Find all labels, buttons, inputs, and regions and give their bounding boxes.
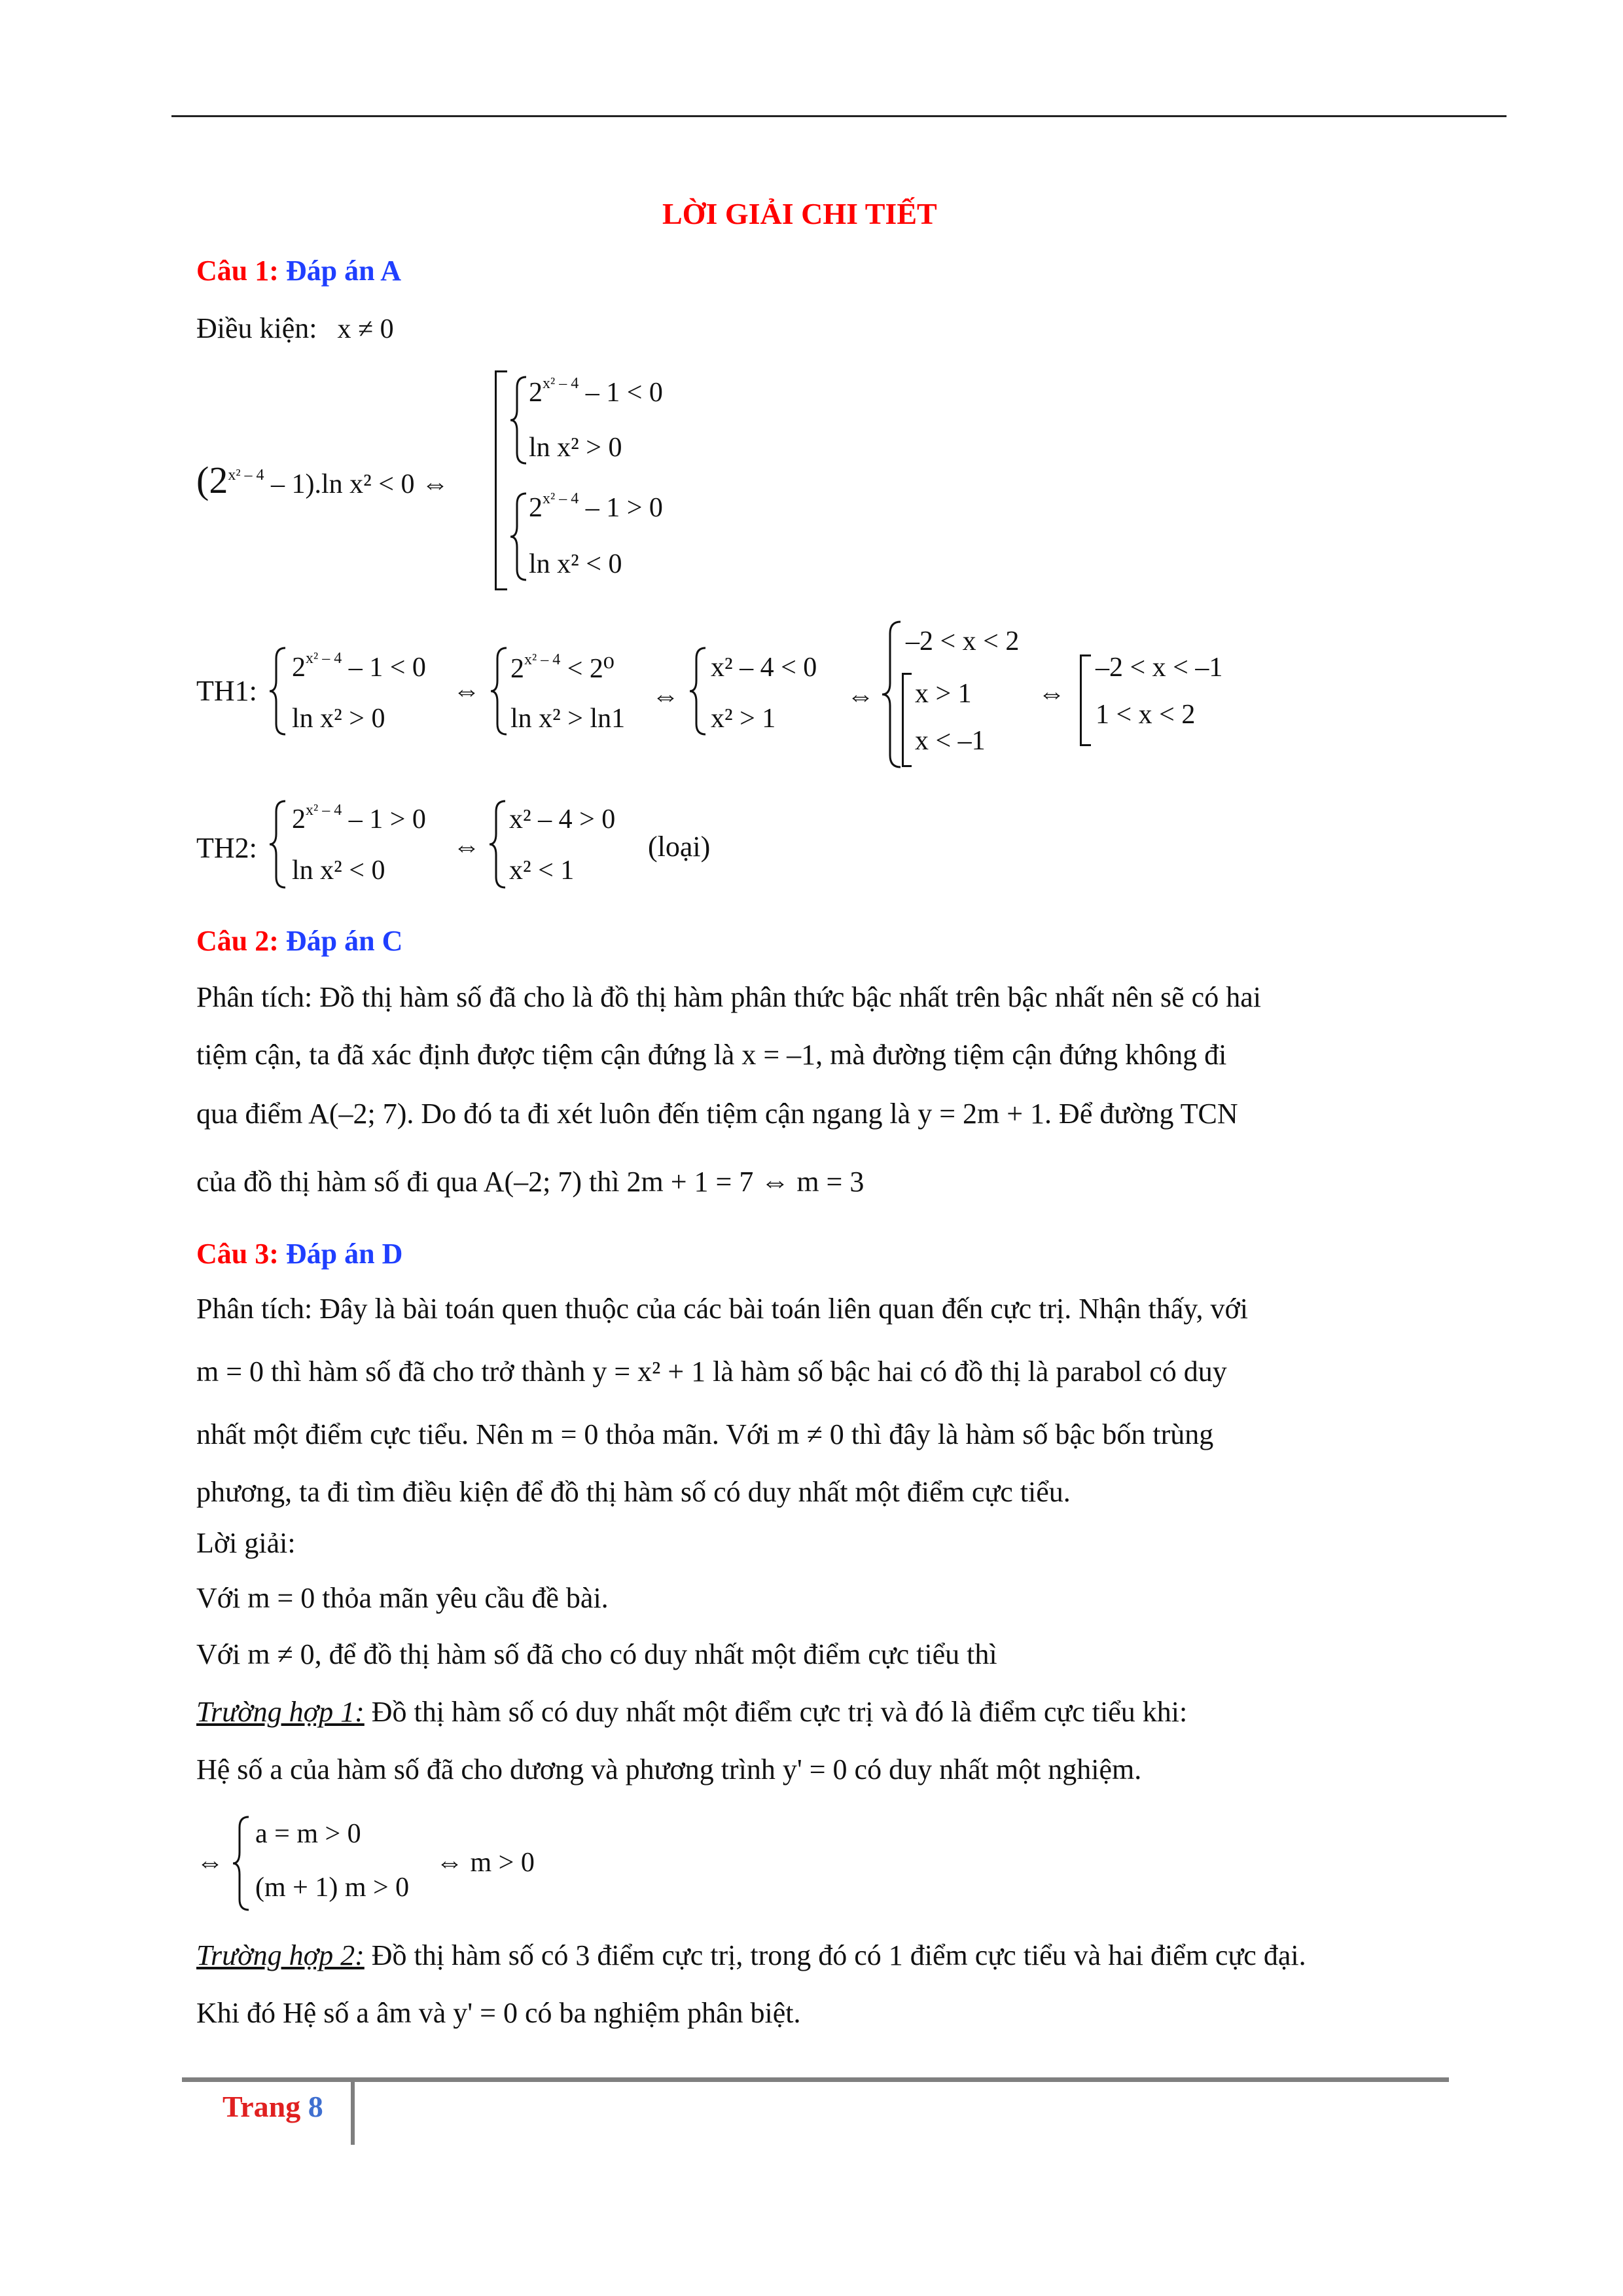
th1-d-row3: x < –1 (915, 726, 986, 756)
q3-sys-result: ⇔ m > 0 (436, 1848, 535, 1878)
q1-main-lhs-a: (2 (196, 459, 228, 501)
th1-b-row2: ln x² > ln1 (510, 704, 626, 734)
th1-d-row1: –2 < x < 2 (906, 626, 1020, 656)
q2-line-2: tiệm cận, ta đã xác định được tiệm cận đứng là x = –1, mà đường tiệm cận đứng không đi (196, 1039, 1227, 1071)
q3-heading-answer: Đáp án D (285, 1238, 403, 1270)
q2-line-1: Phân tích: Đồ thị hàm số đã cho là đồ thị hàm phân thức bậc nhất trên bậc nhất nên sẽ có hai (196, 981, 1261, 1013)
th1-b-r1-tail: < 2⁰ (567, 654, 615, 684)
q3-case-1-label: Trường hợp 1: (196, 1696, 365, 1728)
th1-a-r1-base: 2 (292, 653, 306, 683)
th2-a-r1-base: 2 (292, 804, 306, 834)
th2-b-brace (488, 800, 508, 889)
q1-sys2-brace (509, 492, 529, 581)
q1-sys1-row1 (529, 377, 663, 408)
q1-sys1-row2: ln x² > 0 (529, 433, 622, 463)
th1-a-row1 (292, 652, 426, 683)
q3-heading-num: Câu 3: (196, 1238, 279, 1270)
q1-main-lhs-exp: x² – 4 (228, 467, 264, 484)
th1-equiv-4: ⇔ (1038, 679, 1065, 709)
q3-sys-row1: a = m > 0 (255, 1819, 361, 1849)
page-footer (223, 2089, 323, 2124)
q3-case-2 (196, 1937, 1306, 1973)
q1-sys1-r1-base: 2 (529, 378, 543, 408)
th1-b-row1 (510, 652, 615, 685)
q3-sys-row2: (m + 1) m > 0 (255, 1873, 410, 1903)
q1-sys1-r1-tail: – 1 < 0 (585, 378, 663, 408)
th2-equiv: ⇔ (453, 832, 480, 862)
q2-heading (196, 923, 402, 959)
th1-a-r1-exp: x² – 4 (306, 650, 342, 667)
th1-c-row2: x² > 1 (711, 704, 776, 734)
q1-main-bracket (495, 370, 507, 590)
th1-e-bracket (1080, 655, 1091, 746)
th2-a-r1-tail: – 1 > 0 (348, 804, 426, 834)
q3-heading (196, 1236, 402, 1272)
q2-heading-answer: Đáp án C (285, 925, 403, 957)
th1-b-r1-exp: x² – 4 (524, 651, 561, 668)
footer-rule (182, 2077, 1449, 2082)
q2-line-4: của đồ thị hàm số đi qua A(–2; 7) thì 2m + 1 = 7 ⇔ m = 3 (196, 1166, 865, 1198)
q2-line-3: qua điểm A(–2; 7). Do đó ta đi xét luôn đến tiệm cận ngang là y = 2m + 1. Để đường TCN (196, 1098, 1238, 1130)
th2-note: (loại) (648, 831, 711, 863)
q1-main-lhs-b: – 1).ln x² < 0 ⇔ (271, 469, 449, 499)
q1-condition (196, 310, 394, 347)
th1-e-row2: 1 < x < 2 (1096, 700, 1196, 730)
q1-heading-answer: Đáp án A (285, 255, 401, 287)
q1-condition-label: Điều kiện: (196, 312, 317, 344)
q1-condition-expr: x ≠ 0 (337, 314, 394, 344)
q1-heading (196, 253, 401, 289)
th1-equiv-2: ⇔ (652, 681, 679, 711)
th1-c-row1: x² – 4 < 0 (711, 653, 817, 683)
q3-line-2: m = 0 thì hàm số đã cho trở thành y = x² + 1 là hàm số bậc hai có đồ thị là parabol có duy (196, 1355, 1227, 1388)
th1-d-bracket (902, 673, 912, 767)
q1-sys2-row1 (529, 492, 663, 524)
th1-a-row2: ln x² > 0 (292, 704, 385, 734)
footer-divider (351, 2079, 355, 2145)
q1-sys1-r1-exp: x² – 4 (543, 375, 579, 392)
th1-b-brace (490, 647, 509, 736)
th2-a-row1 (292, 804, 426, 835)
th1-e-row1: –2 < x < –1 (1096, 653, 1223, 683)
q3-line-9: Hệ số a của hàm số đã cho dương và phương trình y' = 0 có duy nhất một nghiệm. (196, 1753, 1142, 1785)
th1-d-row2: x > 1 (915, 679, 972, 709)
footer-label: Trang (223, 2090, 301, 2123)
q1-heading-num: Câu 1: (196, 255, 279, 287)
q3-line-1: Phân tích: Đây là bài toán quen thuộc của các bài toán liên quan đến cực trị. Nhận thấy, với (196, 1293, 1248, 1325)
q3-case-1 (196, 1694, 1187, 1730)
th1-a-r1-tail: – 1 < 0 (348, 653, 426, 683)
th2-a-brace (268, 800, 288, 889)
q3-sys-brace (232, 1816, 251, 1911)
header-rule (171, 115, 1507, 117)
th1-c-brace (688, 647, 708, 736)
th2-b-row2: x² < 1 (509, 855, 575, 886)
q3-case-2-label: Trường hợp 2: (196, 1939, 365, 1971)
q1-sys2-r1-tail: – 1 > 0 (585, 493, 663, 523)
q3-line-7: Với m ≠ 0, để đồ thị hàm số đã cho có duy nhất một điểm cực tiểu thì (196, 1638, 997, 1670)
th1-a-brace (268, 647, 288, 736)
q3-line-3: nhất một điểm cực tiểu. Nên m = 0 thỏa mãn. Với m ≠ 0 thì đây là hàm số bậc bốn trùng (196, 1418, 1214, 1450)
q2-heading-num: Câu 2: (196, 925, 279, 957)
q1-main-lhs (196, 458, 449, 502)
th2-a-row2: ln x² < 0 (292, 855, 385, 886)
page-number: 8 (308, 2090, 323, 2123)
q1-sys2-r1-base: 2 (529, 493, 543, 523)
q3-line-4: phương, ta đi tìm điều kiện để đồ thị hàm số có duy nhất một điểm cực tiểu. (196, 1476, 1071, 1508)
q1-sys2-r1-exp: x² – 4 (543, 490, 579, 507)
q3-sys-prefix: ⇔ (196, 1848, 224, 1878)
th2-label: TH2: (196, 832, 257, 864)
th2-b-row1: x² – 4 > 0 (509, 804, 616, 834)
page-title: LỜI GIẢI CHI TIẾT (662, 197, 937, 230)
th1-d-brace (881, 620, 903, 768)
q1-sys1-brace (509, 376, 529, 465)
q3-line-6: Với m = 0 thỏa mãn yêu cầu đề bài. (196, 1582, 609, 1614)
th1-label: TH1: (196, 675, 257, 707)
q1-sys2-row2: ln x² < 0 (529, 549, 622, 579)
q3-line-5: Lời giải: (196, 1527, 296, 1559)
th1-b-r1-base: 2 (510, 654, 524, 684)
q3-case-2-text: Đồ thị hàm số có 3 điểm cực trị, trong đó có 1 điểm cực tiểu và hai điểm cực đại. (364, 1939, 1306, 1971)
th1-equiv-3: ⇔ (847, 681, 874, 711)
th2-a-r1-exp: x² – 4 (306, 802, 342, 819)
q3-line-12: Khi đó Hệ số a âm và y' = 0 có ba nghiệm phân biệt. (196, 1997, 801, 2029)
q3-case-1-text: Đồ thị hàm số có duy nhất một điểm cực trị và đó là điểm cực tiểu khi: (364, 1696, 1188, 1728)
th1-equiv-1: ⇔ (453, 676, 480, 706)
